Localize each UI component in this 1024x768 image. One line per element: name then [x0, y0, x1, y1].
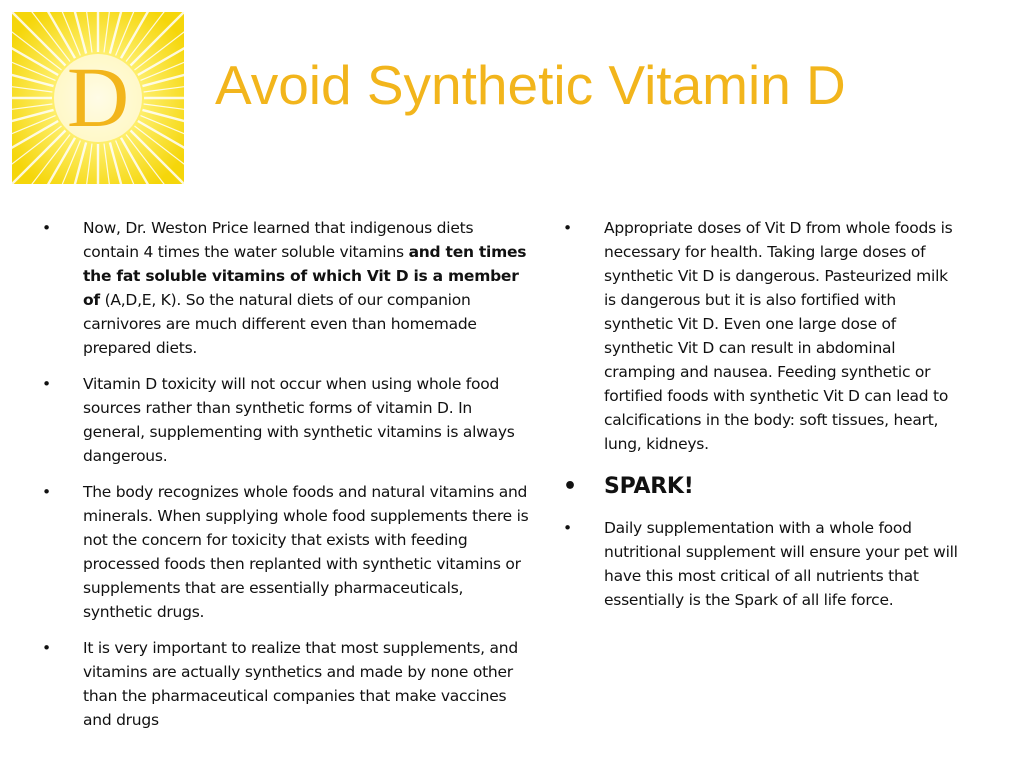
vitamin-d-sun-logo [12, 12, 184, 184]
bullet-glyph: • [42, 483, 51, 501]
list-item: • Now, Dr. Weston Price learned that indigenous diets contain 4 times the water soluble vitamins and ten times the fat soluble vitamins of which Vit D is a member of (A,D,E, K). So the natural diets of our companion carnivores are much different even than homemade prepared diets. [42, 216, 532, 360]
logo-letter: D [66, 49, 130, 145]
list-item: • It is very important to realize that most supplements, and vitamins are actually synthetics and made by none other than the pharmaceutical companies that make vaccines and drugs [42, 636, 532, 732]
left-column [42, 216, 532, 744]
list-item: • The body recognizes whole foods and natural vitamins and minerals. When supplying whole food supplements there is not the concern for toxicity that exists with feeding processed foods then replanted with synthetic vitamins or supplements that are essentially pharmaceuticals, synthetic drugs. [42, 480, 532, 624]
list-item: • Daily supplementation with a whole food nutritional supplement will ensure your pet will have this most critical of all nutrients that essentially is the Spark of all life force. [563, 516, 963, 612]
bullet-glyph: • [42, 219, 51, 237]
sun-icon [12, 12, 184, 184]
bullet-glyph: • [563, 519, 572, 537]
bullet-glyph: • [42, 375, 51, 393]
list-item: • Appropriate doses of Vit D from whole foods is necessary for health. Taking large doses of synthetic Vit D is dangerous. Pasteurized milk is dangerous but it is also fortified with synthetic Vit D. Even one large dose of synthetic Vit D can result in abdominal cramping and nausea. Feeding synthetic or fortified foods with synthetic Vit D can lead to calcifications in the body: soft tissues, heart, lung, kidneys. [563, 216, 963, 456]
slide-title: Avoid Synthetic Vitamin D [215, 54, 846, 116]
bullet-glyph: • [563, 474, 577, 499]
bullet-glyph: • [42, 639, 51, 657]
right-column [563, 216, 963, 624]
list-item: • Vitamin D toxicity will not occur when using whole food sources rather than synthetic forms of vitamin D. In general, supplementing with synthetic vitamins is always dangerous. [42, 372, 532, 468]
bullet-glyph: • [563, 219, 572, 237]
spark-heading-item: • SPARK! [563, 472, 963, 502]
